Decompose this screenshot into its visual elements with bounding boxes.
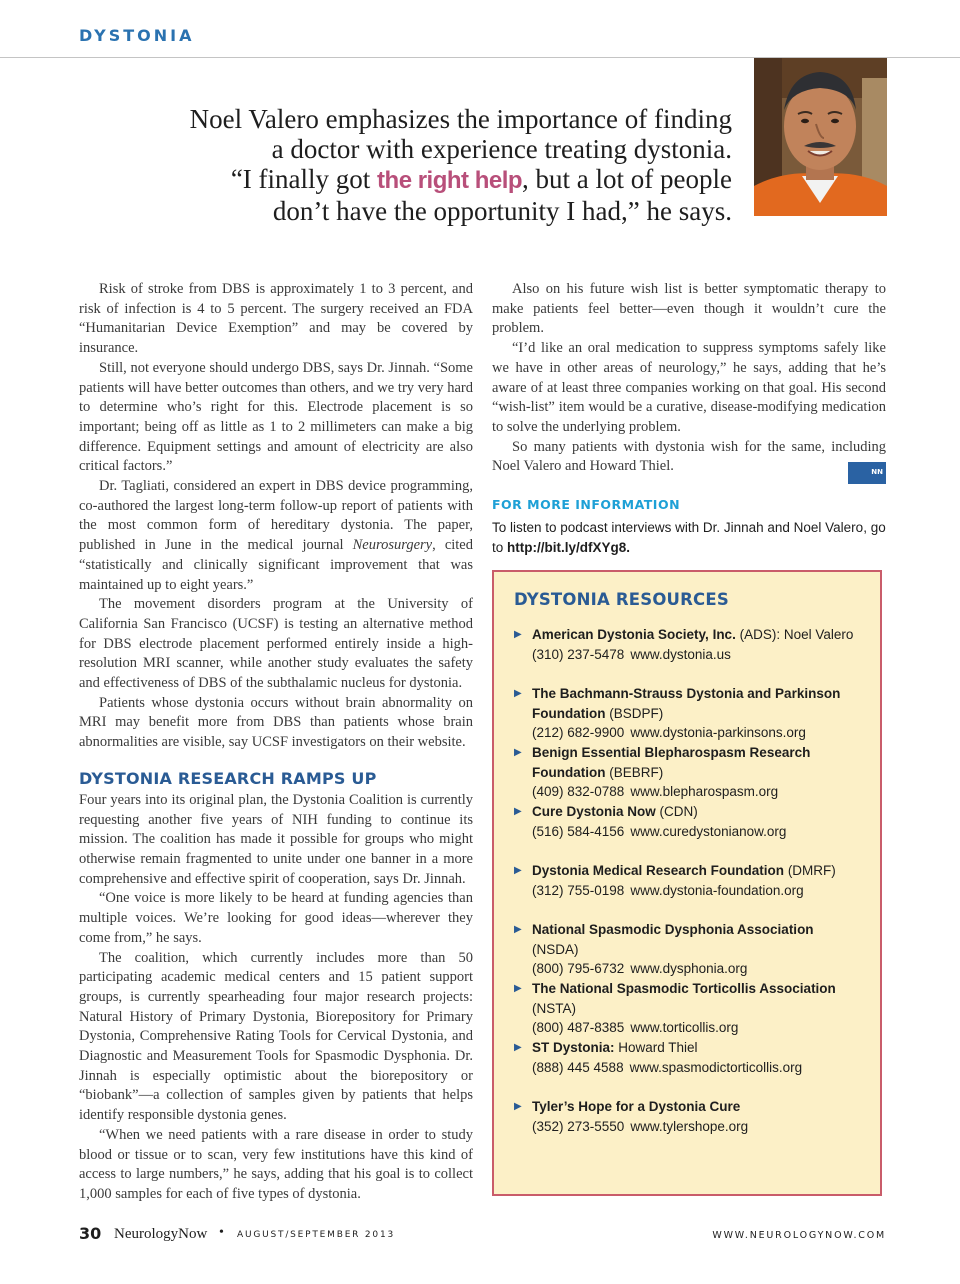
pull-quote-line: don’t have the opportunity I had,” he says. [272,196,732,226]
resource-website[interactable]: www.dystonia-foundation.org [630,882,804,898]
more-info-body: To listen to podcast interviews with Dr. Jinnah and Noel Valero, go to [492,519,886,555]
resource-item [514,861,862,920]
resource-contact [532,1058,862,1078]
resource-abbr: (BEBRF) [605,764,664,780]
resources-title: DYSTONIA RESOURCES [514,590,729,609]
bullet-arrow-icon: ▶ [514,1101,522,1112]
article-column-right [492,280,886,558]
resource-org [532,861,862,881]
resource-website[interactable]: www.dystonia.us [630,646,731,662]
resource-phone: (409) 832-0788 [532,784,625,800]
bullet-arrow-icon: ▶ [514,865,522,876]
bullet-arrow-icon: ▶ [514,1042,522,1053]
resource-website[interactable]: www.curedystonianow.org [630,823,787,839]
resource-org [532,1038,862,1058]
resource-phone: (352) 273-5550 [532,1118,625,1134]
resource-item [514,1038,862,1097]
resource-contact [532,723,862,743]
resource-phone: (800) 795-6732 [532,961,625,977]
resource-org [532,920,862,959]
resource-name: National Spasmodic Dysphonia Association [532,922,814,937]
portrait-illustration [754,58,887,216]
resource-org [532,625,862,645]
pull-quote-highlight: the right help [377,167,523,194]
bullet-arrow-icon: ▶ [514,983,522,994]
resource-item [514,684,862,743]
page-number: 30 [79,1224,102,1243]
body-text: So many patients with dystonia wish for the same, including Noel Valero and Howard Thiel. [492,438,886,475]
resource-abbr: (NSTA) [532,1000,576,1016]
resource-name: Tyler’s Hope for a Dystonia Cure [532,1099,741,1114]
article-column-left [79,280,473,1205]
body-paragraph: The movement disorders program at the University of California San Francisco (UCSF) is testing an alternative method for DBS electrode placement performed entirely inside a high-resolution MRI scanner, while another study evaluates the safety and effectiveness of DBS of the subthalamic nucleus for dystonia. [79,596,473,692]
body-paragraph: “I’d like an oral medication to suppress symptoms safely like we have in other areas of neurology,” he says, adding that he’s aware of at least three companies working on that goal. His second “wish-list” item would be a curative, disease-modifying medication to solve the underlying problem. [492,340,886,435]
body-paragraph: Four years into its original plan, the Dystonia Coalition is currently requesting another five years of NIH funding to continue its mission. The coalition has made it possible for groups who might otherwise remain fragmented to unite under one banner in a more comprehensive and effective spirit of cooperation, says Dr. Jinnah. [79,791,473,887]
resource-org [532,802,862,822]
body-paragraph [79,477,473,595]
page-footer [79,1224,886,1244]
resource-name: ST Dystonia: [532,1040,615,1055]
resource-name: American Dystonia Society, Inc. [532,627,736,642]
bullet-arrow-icon: ▶ [514,806,522,817]
body-paragraph: Risk of stroke from DBS is approximately 1 to 3 percent, and risk of infection is 4 to 5 percent. The surgery received an FDA “Humanitarian Device Exemption” and may be covered by insurance. [79,281,473,357]
resource-item [514,625,862,684]
resource-website[interactable]: www.tylershope.org [630,1118,749,1134]
resource-abbr: (CDN) [655,804,698,819]
pull-quote [112,104,732,226]
resource-contact [532,782,862,802]
journal-name: Neurosurgery [352,537,433,554]
body-text: Dr. Tagliati, considered an expert in DBS device programming, co-authored the largest long-term follow-up report of patients with the most common form of hereditary dystonia. The paper, published in June in the medical journal [79,478,473,554]
resource-contact [532,645,862,665]
resource-website[interactable]: www.spasmodictorticollis.org [629,1059,803,1075]
body-paragraph: Also on his future wish list is better symptomatic therapy to make patients feel better—even though it wouldn’t cure the problem. [492,281,886,337]
resource-item [514,920,862,979]
resource-org [532,979,862,1018]
resource-contact [532,822,862,842]
resource-item [514,743,862,802]
resource-contact [532,881,862,901]
bullet-arrow-icon: ▶ [514,924,522,935]
resource-name: Dystonia Medical Research Foundation [532,863,785,878]
website-url[interactable]: WWW.NEUROLOGYNOW.COM [712,1230,886,1241]
magazine-name: NeurologyNow [114,1226,208,1242]
resource-name: The Bachmann-Strauss Dystonia and Parkinson Foundation [532,686,841,721]
podcast-link[interactable]: http://bit.ly/dfXYg8. [507,539,631,555]
footer-bullet: • [219,1225,224,1240]
resource-org [532,1097,862,1117]
body-text: , cited “statistically and clinically significant improvement that was maintained up to eight years.” [79,537,473,593]
resource-abbr: (DMRF) [784,863,836,878]
issue-date: AUGUST/SEPTEMBER 2013 [237,1230,396,1240]
resource-item [514,979,862,1038]
resource-phone: (312) 755-0198 [532,882,625,898]
resource-phone: (516) 584-4156 [532,823,625,839]
resource-phone: (310) 237-5478 [532,646,625,662]
portrait-photo [754,58,887,216]
resource-abbr: (NSDA) [532,941,579,957]
more-info-title: FOR MORE INFORMATION [492,497,681,513]
resources-list [514,625,862,1156]
resource-item [514,802,862,861]
section-tag: DYSTONIA [79,26,195,45]
end-mark-badge: NN [848,462,886,484]
resource-website[interactable]: www.torticollis.org [630,1020,739,1036]
body-paragraph: “One voice is more likely to be heard at funding agencies than multiple voices. We’re looking for good ideas—wherever they come from,” he says. [79,890,473,946]
resource-name: Benign Essential Blepharospasm Research Foundation [532,745,811,780]
resource-website[interactable]: www.dysphonia.org [630,961,748,977]
resource-abbr: (BSDPF) [605,705,664,721]
resource-phone: (800) 487-8385 [532,1020,625,1036]
body-paragraph: “When we need patients with a rare disease in order to study blood or tissue or to scan, very few institutions have this kind of access to large numbers,” he says, adding that his goal is to collect 1,000 samples for each of five types of dystonia. [79,1126,473,1202]
section-subhead: DYSTONIA RESEARCH RAMPS UP [79,768,377,788]
bullet-arrow-icon: ▶ [514,747,522,758]
resource-abbr: Howard Thiel [614,1040,698,1055]
pull-quote-text: , but a lot of people [522,164,732,194]
resource-abbr: (ADS): Noel Valero [735,627,854,642]
pull-quote-line: Noel Valero emphasizes the importance of finding [189,104,732,134]
resource-phone: (212) 682-9900 [532,725,625,741]
bullet-arrow-icon: ▶ [514,629,522,640]
resource-org [532,743,862,782]
resource-website[interactable]: www.dystonia-parkinsons.org [630,725,806,741]
body-paragraph: Patients whose dystonia occurs without brain abnormality on MRI may benefit more from DBS than patients whose brain abnormalities are visible, say UCSF investigators on their website. [79,694,473,751]
resource-name: The National Spasmodic Torticollis Association [532,981,836,996]
bullet-arrow-icon: ▶ [514,688,522,699]
pull-quote-text: “I finally got [230,164,378,194]
resource-name: Cure Dystonia Now [532,804,656,819]
resource-website[interactable]: www.blepharospasm.org [630,784,779,800]
resource-phone: (888) 445 4588 [532,1059,624,1075]
more-info-text [492,518,886,558]
pull-quote-line [112,164,732,196]
pull-quote-line: a doctor with experience treating dystonia. [271,134,732,164]
resource-org [532,684,862,723]
resource-contact [532,959,862,979]
body-paragraph: The coalition, which currently includes more than 50 participating academic medical centers and 15 patient support groups, is currently spearheading four major research projects: Natural History of Primary Dystonia, Biorepository for Primary Dystonia, Comprehensive Rating Tools for Cervical Dystonia, and Diagnostic and Measurement Tools for Spasmodic Dysphonia. Dr. Jinnah is especially optimistic about the biorepository or “biobank”—a collection of samples given by patients that helps identify responsible dystonia genes. [79,949,473,1124]
body-paragraph [492,438,886,477]
resource-contact [532,1018,862,1038]
resource-item [514,1097,862,1156]
body-paragraph: Still, not everyone should undergo DBS, says Dr. Jinnah. “Some patients will have better outcomes than others, and we try very hard to determine who’s right for this. Electrode placement is so important; being off as little as 1 to 2 millimeters can make a big difference. Equipment settings and amount of electricity are also critical factors.” [79,359,473,475]
resource-contact [532,1117,862,1137]
resources-box [492,570,882,1196]
